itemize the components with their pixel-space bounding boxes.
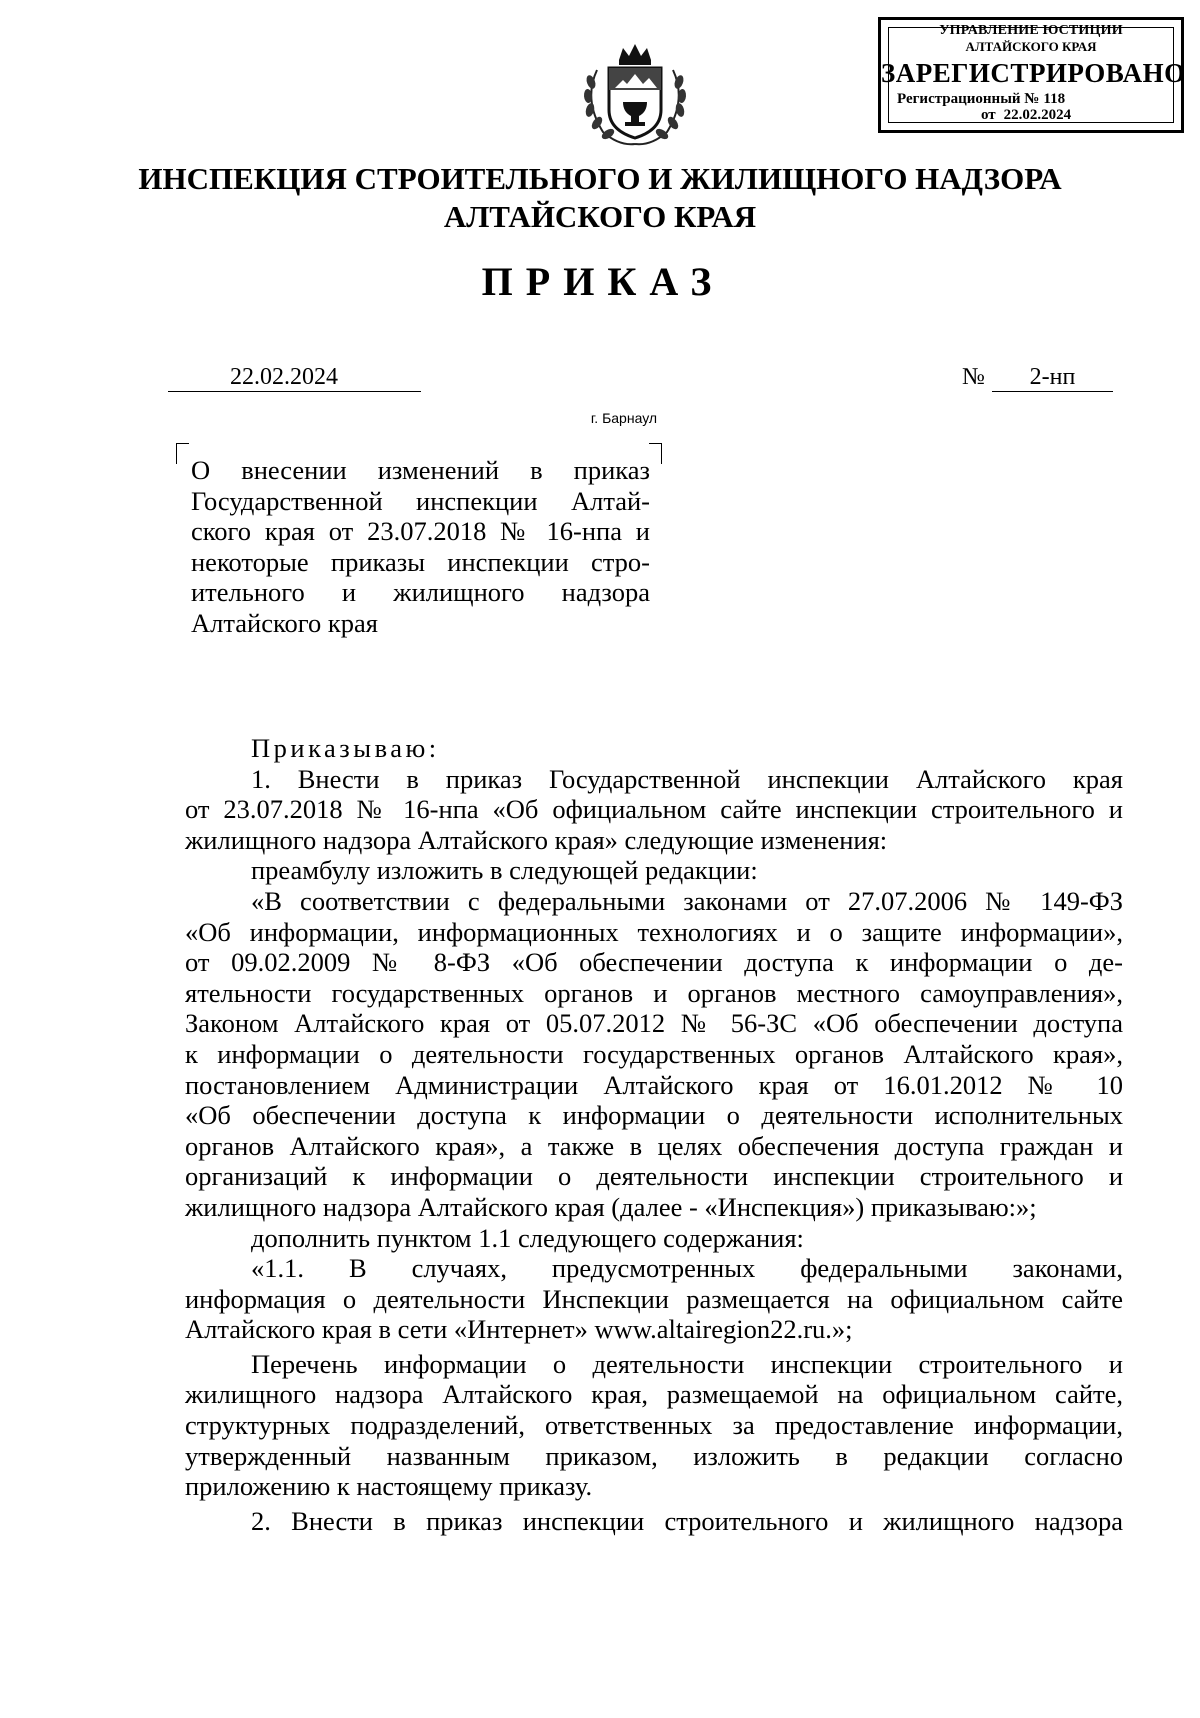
stamp-reg-label: Регистрационный № (897, 91, 1040, 107)
preamble-quote-line: жилищного надзора Алтайского края (далее - «Инспекция») приказываю:»; (185, 1191, 1037, 1222)
preamble-quote-line: организаций к информации о деятельности инспекции строительного и (185, 1161, 1123, 1192)
paragraph-1-line: 1. Внести в приказ Государственной инспекции Алтайского края (251, 763, 1123, 794)
list-paragraph-line: приложению к настоящему приказу. (185, 1471, 593, 1502)
subject-line: О внесении изменений в приказ (191, 455, 650, 485)
stamp-reg-number: 118 (1043, 91, 1066, 107)
paragraph-1-line: жилищного надзора Алтайского края» следующие изменения: (185, 824, 888, 855)
preamble-intro: преамбулу изложить в следующей редакции: (251, 855, 758, 886)
preamble-quote-line: от 09.02.2009 № 8-ФЗ «Об обеспечении доступа к информации о де- (185, 947, 1123, 978)
list-paragraph-line: структурных подразделений, ответственных за предоставление информации, (185, 1410, 1123, 1441)
stamp-title: ЗАРЕГИСТРИРОВАНО (881, 58, 1186, 88)
stamp-date-prefix: от (981, 107, 996, 123)
document-subject (191, 455, 650, 638)
document-date: 22.02.2024 (168, 363, 421, 392)
subject-line: ительного и жилищного надзора (191, 577, 650, 607)
preamble-quote-line: постановлением Администрации Алтайского края от 16.01.2012 № 10 (185, 1069, 1123, 1100)
document-number: 2-нп (992, 363, 1113, 392)
addition-intro: дополнить пунктом 1.1 следующего содержания: (251, 1222, 804, 1253)
subject-line: Государственной инспекции Алтай- (191, 485, 650, 516)
document-city: г. Барнаул (590, 410, 658, 426)
preamble-quote-line: «В соответствии с федеральными законами от 27.07.2006 № 149-ФЗ (251, 885, 1123, 916)
addition-line: Алтайского края в сети «Интернет» www.altairegion22.ru.»; (185, 1314, 853, 1345)
document-body (185, 733, 1123, 1536)
preamble-quote-line: Законом Алтайского края от 05.07.2012 № 56-ЗС «Об обеспечении доступа (185, 1008, 1123, 1039)
preamble-quote-line: к информации о деятельности государственных органов Алтайского края», (185, 1038, 1123, 1069)
stamp-authority-line1: УПРАВЛЕНИЕ ЮСТИЦИИ (939, 23, 1123, 38)
stamp-date-line (981, 107, 1071, 123)
preamble-quote-line: «Об обеспечении доступа к информации о деятельности исполнительных (185, 1100, 1123, 1131)
preamble-quote-line: ятельности государственных органов и органов местного самоуправления», (185, 977, 1123, 1008)
subject-bracket-right (649, 443, 662, 464)
organization-name-line2: АЛТАЙСКОГО КРАЯ (443, 199, 757, 234)
stamp-date: 22.02.2024 (1003, 107, 1072, 123)
document-type-title: ПРИКАЗ (481, 259, 725, 304)
preamble-quote-line: органов Алтайского края», а также в целях обеспечения доступа граждан и (185, 1130, 1123, 1161)
registration-stamp (878, 17, 1184, 133)
paragraph-2-line: 2. Внести в приказ инспекции строительного и жилищного надзора (251, 1505, 1123, 1536)
preamble-quote-line: «Об информации, информационных технологиях и о защите информации», (185, 916, 1123, 947)
subject-line: Алтайского края (191, 607, 378, 638)
list-paragraph-line: жилищного надзора Алтайского края, размещаемой на официальном сайте, (185, 1379, 1123, 1410)
subject-line: ского края от 23.07.2018 № 16-нпа и (191, 516, 650, 546)
stamp-authority-line2: АЛТАЙСКОГО КРАЯ (965, 39, 1097, 54)
list-paragraph-line: Перечень информации о деятельности инспекции строительного и (251, 1348, 1123, 1379)
stamp-registration (897, 91, 1065, 107)
subject-line: некоторые приказы инспекции стро- (191, 546, 650, 577)
list-paragraph-line: утвержденный названным приказом, изложить в редакции согласно (185, 1440, 1123, 1471)
subject-bracket-left (176, 443, 189, 464)
order-word: Приказываю: (251, 733, 440, 763)
altai-krai-coat-of-arms-icon (575, 40, 695, 152)
number-sign: № (962, 364, 985, 390)
addition-line: информация о деятельности Инспекции размещается на официальном сайте (185, 1283, 1123, 1314)
addition-line: «1.1. В случаях, предусмотренных федеральными законами, (251, 1253, 1123, 1284)
organization-name (0, 160, 1200, 236)
paragraph-1-line: от 23.07.2018 № 16-нпа «Об официальном сайте инспекции строительного и (185, 794, 1123, 825)
organization-name-line1: ИНСПЕКЦИЯ СТРОИТЕЛЬНОГО И ЖИЛИЩНОГО НАДЗОРА (138, 161, 1062, 196)
